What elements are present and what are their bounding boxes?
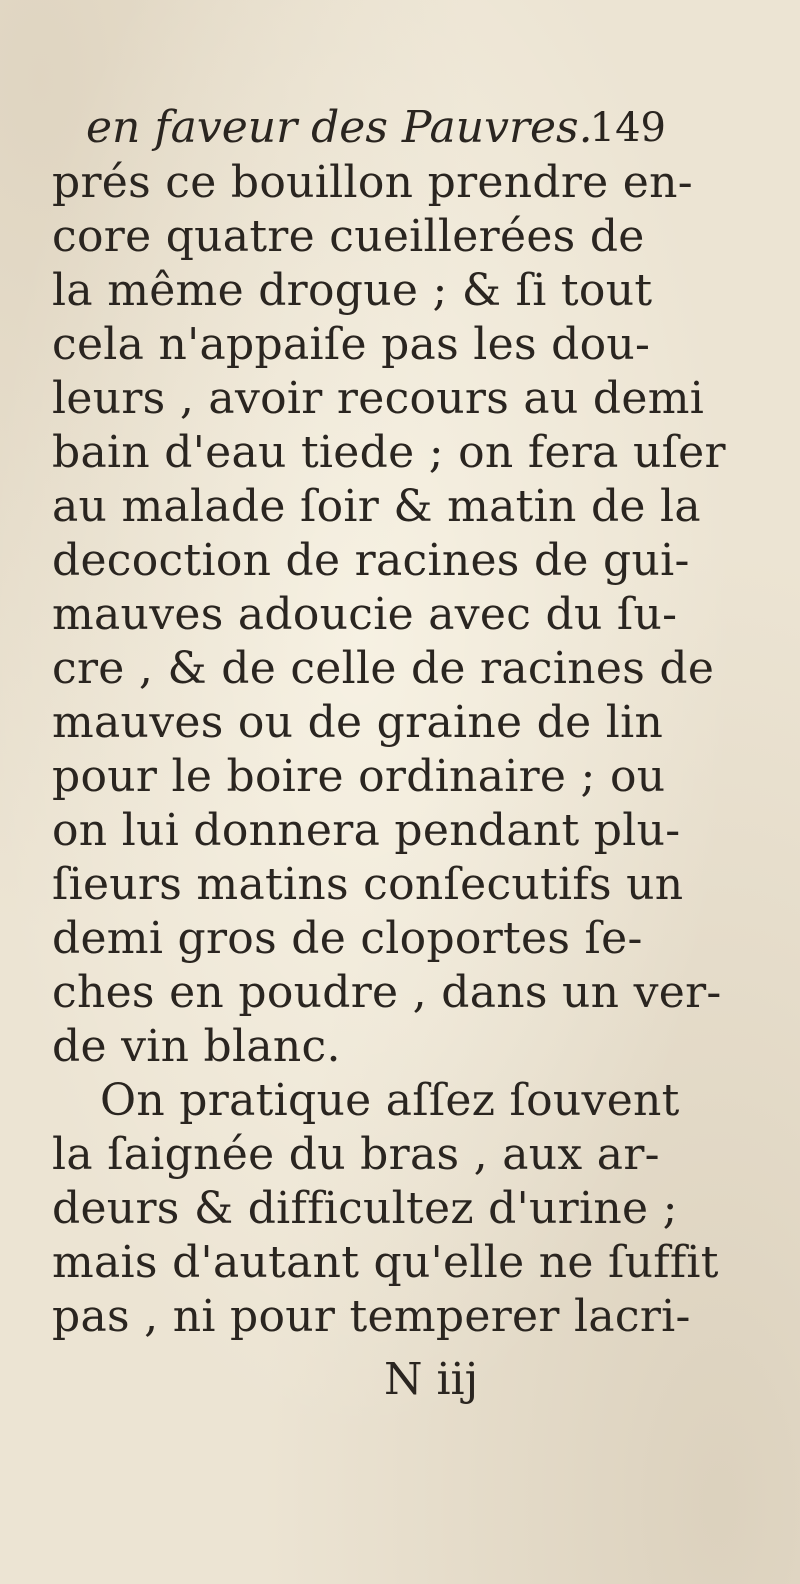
text-line: cre , & de celle de racines de (52, 643, 715, 694)
text-line: pour le boire ordinaire ; ou (52, 751, 666, 802)
text-line: mauves ou de graine de lin (52, 697, 664, 748)
text-line: deurs & difficultez d'urine ; (52, 1183, 678, 1234)
running-head (86, 100, 666, 156)
text-line: ſieurs matins conſecutifs un (52, 859, 684, 910)
text-line: la même drogue ; & ſi tout (52, 265, 653, 316)
text-line: au malade ſoir & matin de la (52, 481, 701, 532)
running-head-title: en faveur des Pauvres. (86, 102, 593, 153)
text-line: decoction de racines de gui- (52, 535, 690, 586)
text-line: demi gros de cloportes ſe- (52, 913, 643, 964)
text-line: de vin blanc. (52, 1021, 341, 1072)
text-line: mais d'autant qu'elle ne ſuffit (52, 1237, 719, 1288)
text-line: ches en poudre , dans un ver- (52, 967, 722, 1018)
text-line: on lui donnera pendant plu- (52, 805, 681, 856)
text-line: cela n'appaiſe pas les dou- (52, 319, 651, 370)
text-line: pas , ni pour temperer lacri- (52, 1291, 691, 1342)
text-line: On pratique aſſez ſouvent (100, 1075, 680, 1126)
text-line: prés ce bouillon prendre en- (52, 157, 693, 208)
page-number: 149 (589, 105, 666, 151)
text-line: la ſaignée du bras , aux ar- (52, 1129, 660, 1180)
signature-mark: N iij (384, 1354, 479, 1405)
text-line: core quatre cueillerées de (52, 211, 645, 262)
text-line: mauves adoucie avec du ſu- (52, 589, 678, 640)
text-line: bain d'eau tiede ; on fera uſer (52, 427, 726, 478)
text-line: leurs , avoir recours au demi (52, 373, 705, 424)
